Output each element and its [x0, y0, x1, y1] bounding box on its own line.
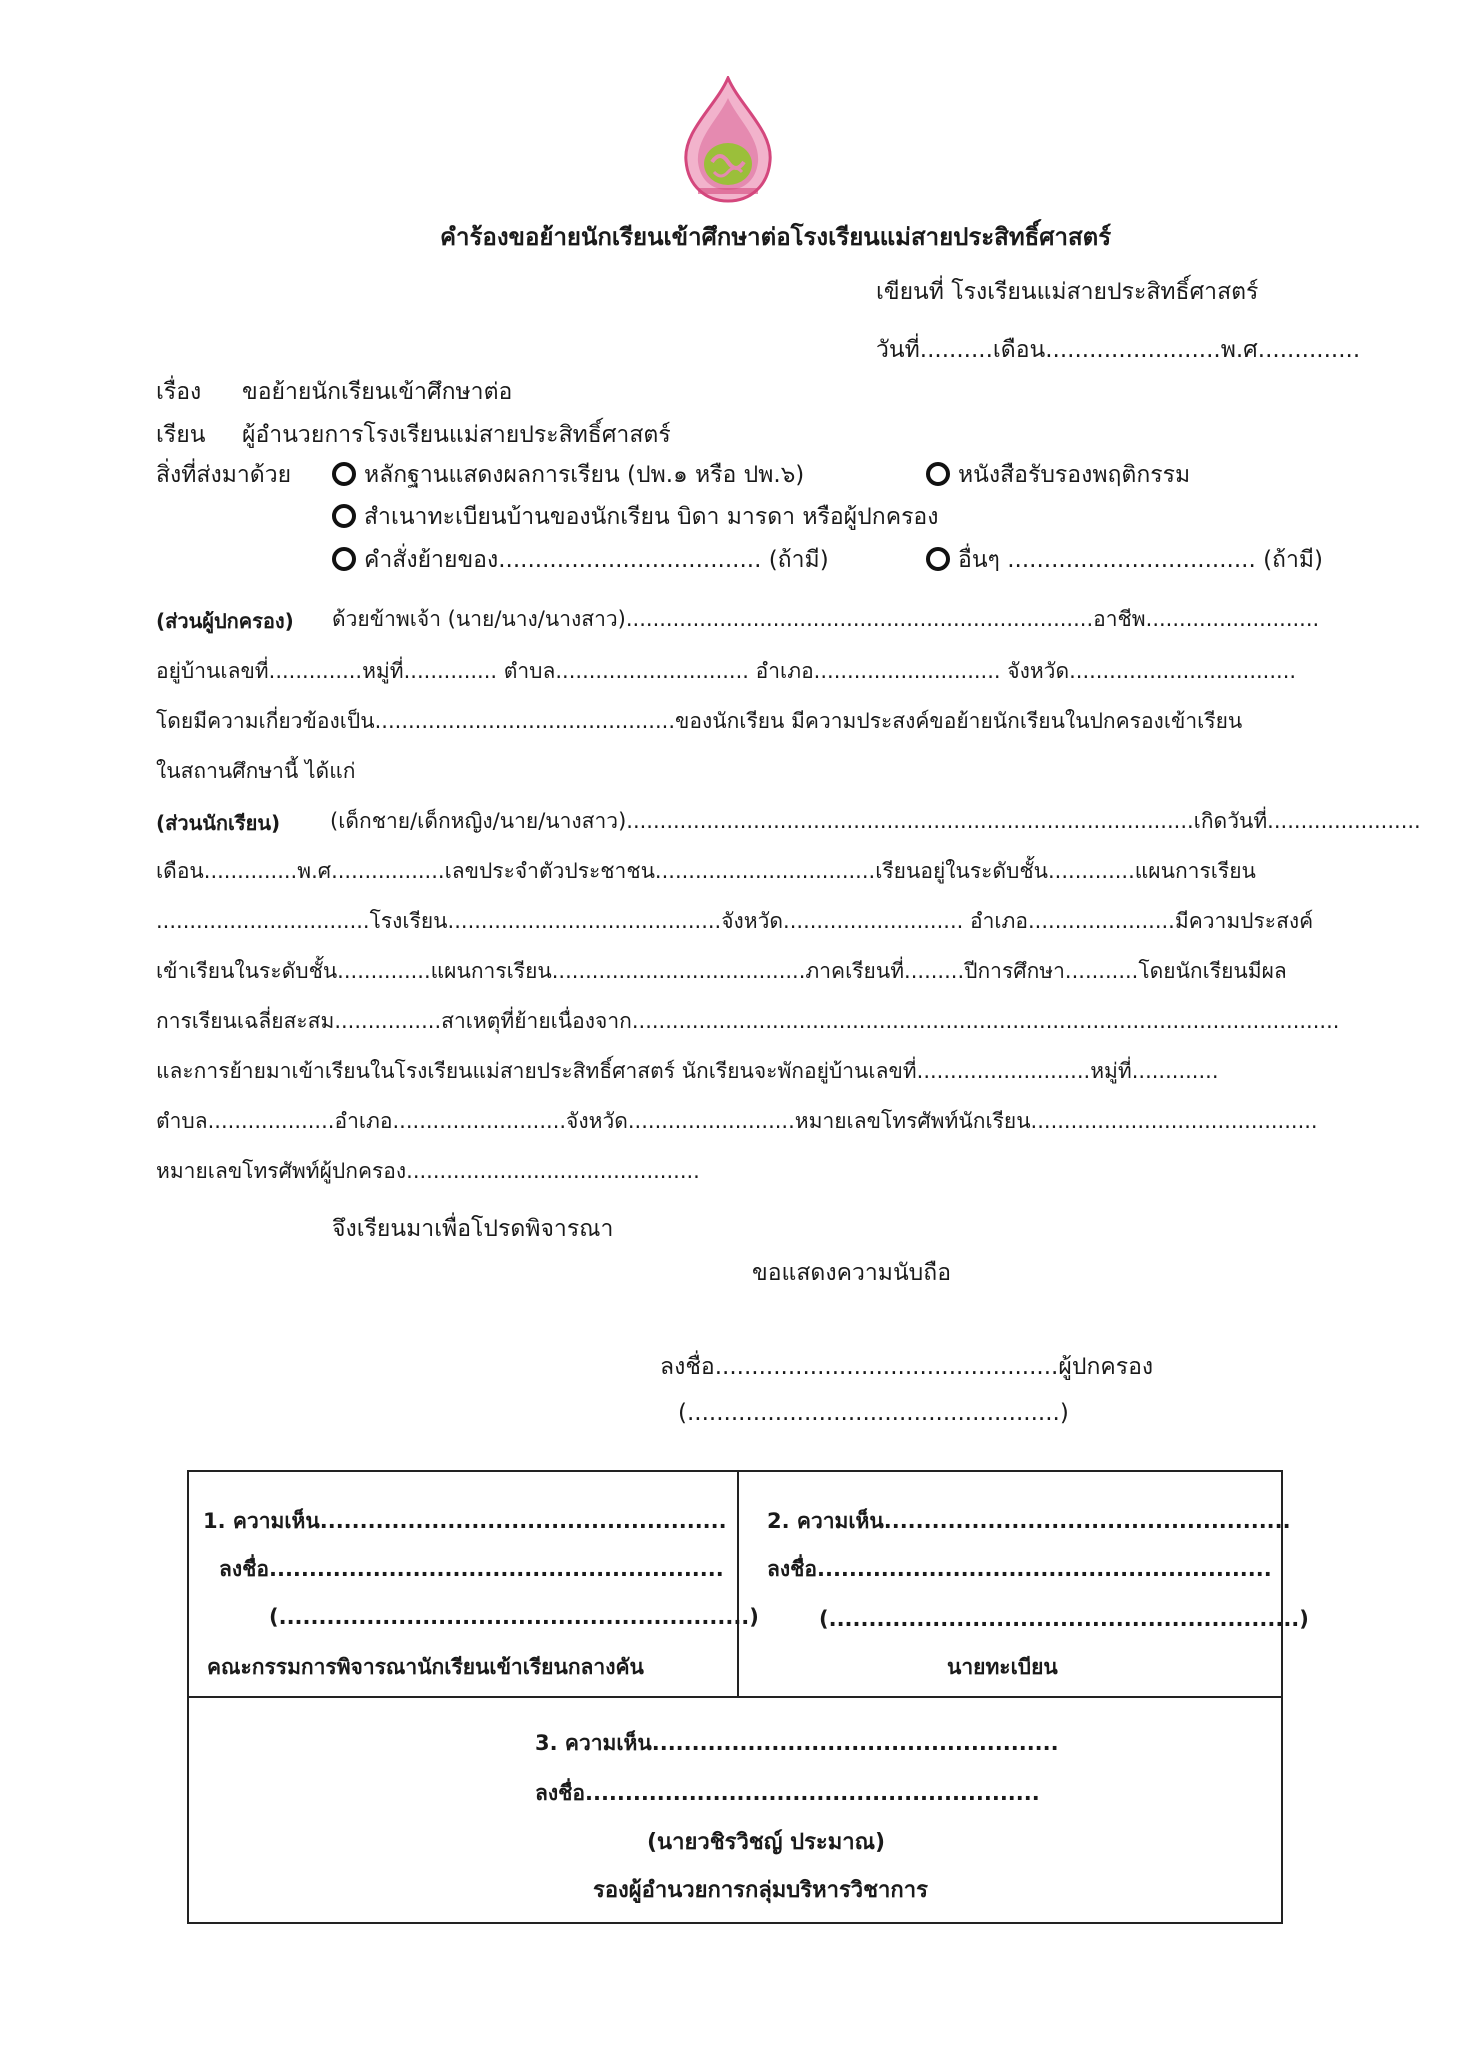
student-line: การเรียนเฉลี่ยสะสม................สาเหตุที่ย้ายเนื่องจาก.......................................................................................................... — [156, 1009, 1340, 1033]
guardian-signature-name: (...................................................) — [678, 1400, 1069, 1426]
approval-name: (...........................................................) — [269, 1605, 759, 1629]
approval-opinion: 1. ความเห็น................................................... — [203, 1509, 727, 1533]
attachment-item: สำเนาทะเบียนบ้านของนักเรียน บิดา มารดา หรือผู้ปกครอง — [332, 502, 938, 532]
student-line: เดือน..............พ.ศ.................เลขประจำตัวประชาชน.................................เรียนอยู่ในระดับชั้น.............แผนการเรียน — [156, 859, 1256, 883]
attachments-label: สิ่งที่ส่งมาด้วย — [156, 462, 292, 488]
approval-sign: ลงชื่อ......................................................... — [535, 1781, 1040, 1805]
guardian-line: ในสถานศึกษานี้ ได้แก่ — [156, 759, 356, 783]
subject-value: ขอย้ายนักเรียนเข้าศึกษาต่อ — [242, 379, 513, 405]
guardian-section-label: (ส่วนผู้ปกครอง) — [156, 609, 294, 633]
approval-cell-registrar — [739, 1472, 1309, 1696]
approval-cell-committee — [189, 1472, 759, 1696]
form-title: คำร้องขอย้ายนักเรียนเข้าศึกษาต่อโรงเรียนแม่สายประสิทธิ์ศาสตร์ — [440, 223, 1112, 251]
date-line: วันที่..........เดือน........................พ.ศ.............. — [876, 337, 1361, 363]
student-line: และการย้ายมาเข้าเรียนในโรงเรียนแม่สายประสิทธิ์ศาสตร์ นักเรียนจะพักอยู่บ้านเลขที่..........................หมู่ที่............. — [156, 1059, 1219, 1083]
to-label: เรียน — [156, 422, 206, 448]
student-line: หมายเลขโทรศัพท์ผู้ปกครอง............................................ — [156, 1159, 700, 1183]
approval-role: นายทะเบียน — [947, 1655, 1058, 1679]
approval-cell-deputy — [189, 1698, 1281, 1924]
attachment-item: อื่นๆ .................................. (ถ้ามี) — [926, 545, 1323, 575]
student-section-label: (ส่วนนักเรียน) — [156, 811, 281, 835]
school-logo — [678, 76, 778, 206]
subject-label: เรื่อง — [156, 379, 202, 405]
approval-name: (...........................................................) — [819, 1607, 1309, 1631]
circle-bullet-icon — [332, 462, 356, 486]
regards-text: ขอแสดงความนับถือ — [752, 1260, 952, 1286]
approval-sign: ลงชื่อ......................................................... — [767, 1557, 1272, 1581]
attachment-item: หลักฐานแสดงผลการเรียน (ปพ.๑ หรือ ปพ.๖) — [332, 460, 804, 490]
attachment-item: หนังสือรับรองพฤติกรรม — [926, 460, 1190, 490]
approval-opinion: 2. ความเห็น................................................... — [767, 1509, 1291, 1533]
approval-role: รองผู้อำนวยการกลุ่มบริหารวิชาการ — [593, 1878, 928, 1903]
circle-bullet-icon — [926, 547, 950, 571]
closing-text: จึงเรียนมาเพื่อโปรดพิจารณา — [332, 1216, 614, 1242]
circle-bullet-icon — [332, 547, 356, 571]
approval-box — [187, 1470, 1309, 1924]
written-at: เขียนที่ โรงเรียนแม่สายประสิทธิ์ศาสตร์ — [876, 279, 1259, 305]
guardian-line: โดยมีความเกี่ยวข้องเป็น.............................................ของนักเรียน มีความประสงค์ขอย้ายนักเรียนในปกครองเข้าเรียน — [156, 709, 1243, 733]
circle-bullet-icon — [332, 504, 356, 528]
guardian-line: อยู่บ้านเลขที่..............หมู่ที่.............. ตำบล............................. อำเภอ............................ จังหวัด.................................. — [156, 659, 1297, 683]
student-line: ................................โรงเรียน.........................................จังหวัด........................... อำเภอ......................มีความประสงค์ — [156, 909, 1314, 933]
guardian-signature-line: ลงชื่อ...............................................ผู้ปกครอง — [660, 1354, 1154, 1380]
guardian-line: ด้วยข้าพเจ้า (นาย/นาง/นางสาว)......................................................................อาชีพ.......................... — [332, 607, 1320, 631]
approval-role: คณะกรรมการพิจารณานักเรียนเข้าเรียนกลางคัน — [207, 1655, 644, 1679]
student-line: (เด็กชาย/เด็กหญิง/นาย/นางสาว).....................................................................................เกิดวันที่....................... — [330, 809, 1421, 833]
attachment-item: คำสั่งย้ายของ.................................... (ถ้ามี) — [332, 545, 829, 575]
student-line: เข้าเรียนในระดับชั้น..............แผนการเรียน......................................ภาคเรียนที่.........ปีการศึกษา...........โดยนักเรียนมีผล — [156, 959, 1287, 983]
circle-bullet-icon — [926, 462, 950, 486]
to-value: ผู้อำนวยการโรงเรียนแม่สายประสิทธิ์ศาสตร์ — [242, 422, 671, 448]
approval-opinion: 3. ความเห็น................................................... — [535, 1731, 1059, 1755]
student-line: ตำบล...................อำเภอ..........................จังหวัด.........................หมายเลขโทรศัพท์นักเรียน........................................... — [156, 1109, 1318, 1133]
approval-name: (นายวชิรวิชญ์ ประมาณ) — [647, 1830, 886, 1855]
approval-sign: ลงชื่อ......................................................... — [219, 1557, 724, 1581]
